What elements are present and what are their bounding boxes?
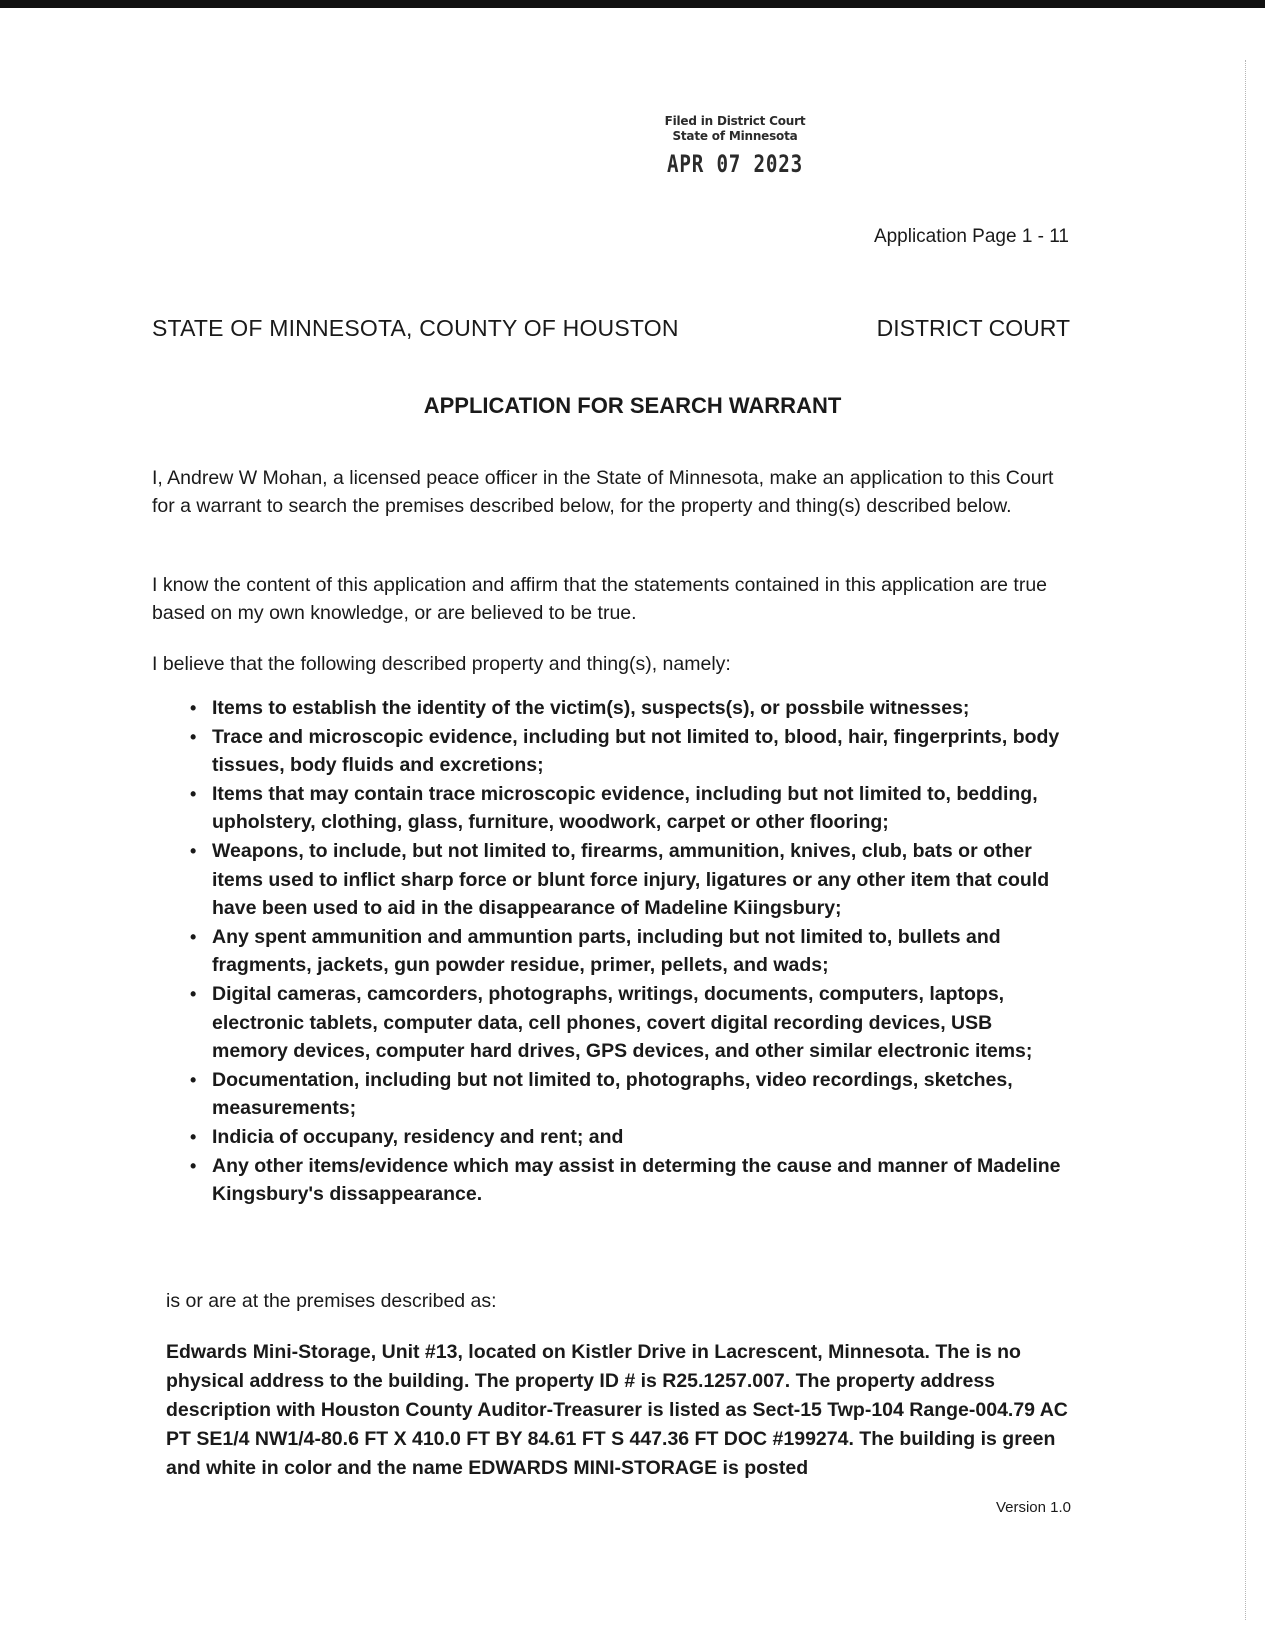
scan-right-edge [1245, 60, 1247, 1620]
property-list [190, 694, 1070, 1209]
paragraph-affirmation: I know the content of this application and affirm that the statements contained in this application are true based on my own knowledge, or are believed to be true. [152, 574, 1048, 624]
list-item: • Any spent ammunition and ammuntion parts, including but not limited to, bullets and fragments, jackets, gun powder residue, primer, pellets, and wads; [190, 923, 1070, 980]
premises-description: Edwards Mini-Storage, Unit #13, located on Kistler Drive in Lacrescent, Minnesota. The is no physical address to the building. The property ID # is R25.1257.007. The property address description with Houston County Auditor-Treasurer is listed as Sect-15 Twp-104 Range-004.79 AC PT SE1/4 NW1/4-80.6 FT X 410.0 FT BY 84.61 FT S 447.36 FT DOC #199274. The building is green and white in color and the name EDWARDS MINI-STORAGE is posted [166, 1341, 1068, 1479]
list-item: • Weapons, to include, but not limited to, firearms, ammunition, knives, club, bats or other items used to inflict sharp force or blunt force injury, ligatures or any other item that could have been used to aid in the disappearance of Madeline Kiingsbury; [190, 837, 1070, 923]
document-title: APPLICATION FOR SEARCH WARRANT [423, 393, 842, 418]
stamp-line-2: State of Minnesota [672, 129, 798, 143]
list-item: • Digital cameras, camcorders, photographs, writings, documents, computers, laptops, electronic tablets, computer data, cell phones, covert digital recording devices, USB memory devices, computer hard drives, GPS devices, and other similar electronic items; [190, 980, 1070, 1066]
list-item: • Any other items/evidence which may assist in determing the cause and manner of Madeline Kingsbury's dissappearance. [190, 1152, 1070, 1209]
court-name: DISTRICT COURT [876, 315, 1070, 341]
paragraph-applicant: I, Andrew W Mohan, a licensed peace officer in the State of Minnesota, make an application to this Court for a warrant to search the premises described below, for the property and thing(s) described below. [152, 467, 1054, 517]
version-label: Version 1.0 [995, 1499, 1071, 1516]
stamp-date: APR 07 2023 [667, 150, 803, 178]
list-item: • Items that may contain trace microscopic evidence, including but not limited to, bedding, upholstery, clothing, glass, furniture, woodwork, carpet or other flooring; [190, 780, 1070, 837]
scan-top-border [0, 0, 1265, 8]
list-item: • Indicia of occupany, residency and rent; and [190, 1123, 1070, 1152]
filing-stamp [650, 114, 820, 178]
page-number-label: Application Page 1 - 11 [873, 226, 1069, 247]
list-item: • Trace and microscopic evidence, including but not limited to, blood, hair, fingerprints, body tissues, body fluids and excretions; [190, 723, 1070, 780]
list-item: • Documentation, including but not limited to, photographs, video recordings, sketches, measurements; [190, 1066, 1070, 1123]
paragraph-property-intro: I believe that the following described property and thing(s), namely: [152, 653, 731, 675]
court-jurisdiction: STATE OF MINNESOTA, COUNTY OF HOUSTON [152, 315, 679, 341]
stamp-line-1: Filed in District Court [664, 114, 806, 128]
premises-intro: is or are at the premises described as: [166, 1290, 497, 1312]
list-item: • Items to establish the identity of the victim(s), suspects(s), or possbile witnesses; [190, 694, 1070, 723]
